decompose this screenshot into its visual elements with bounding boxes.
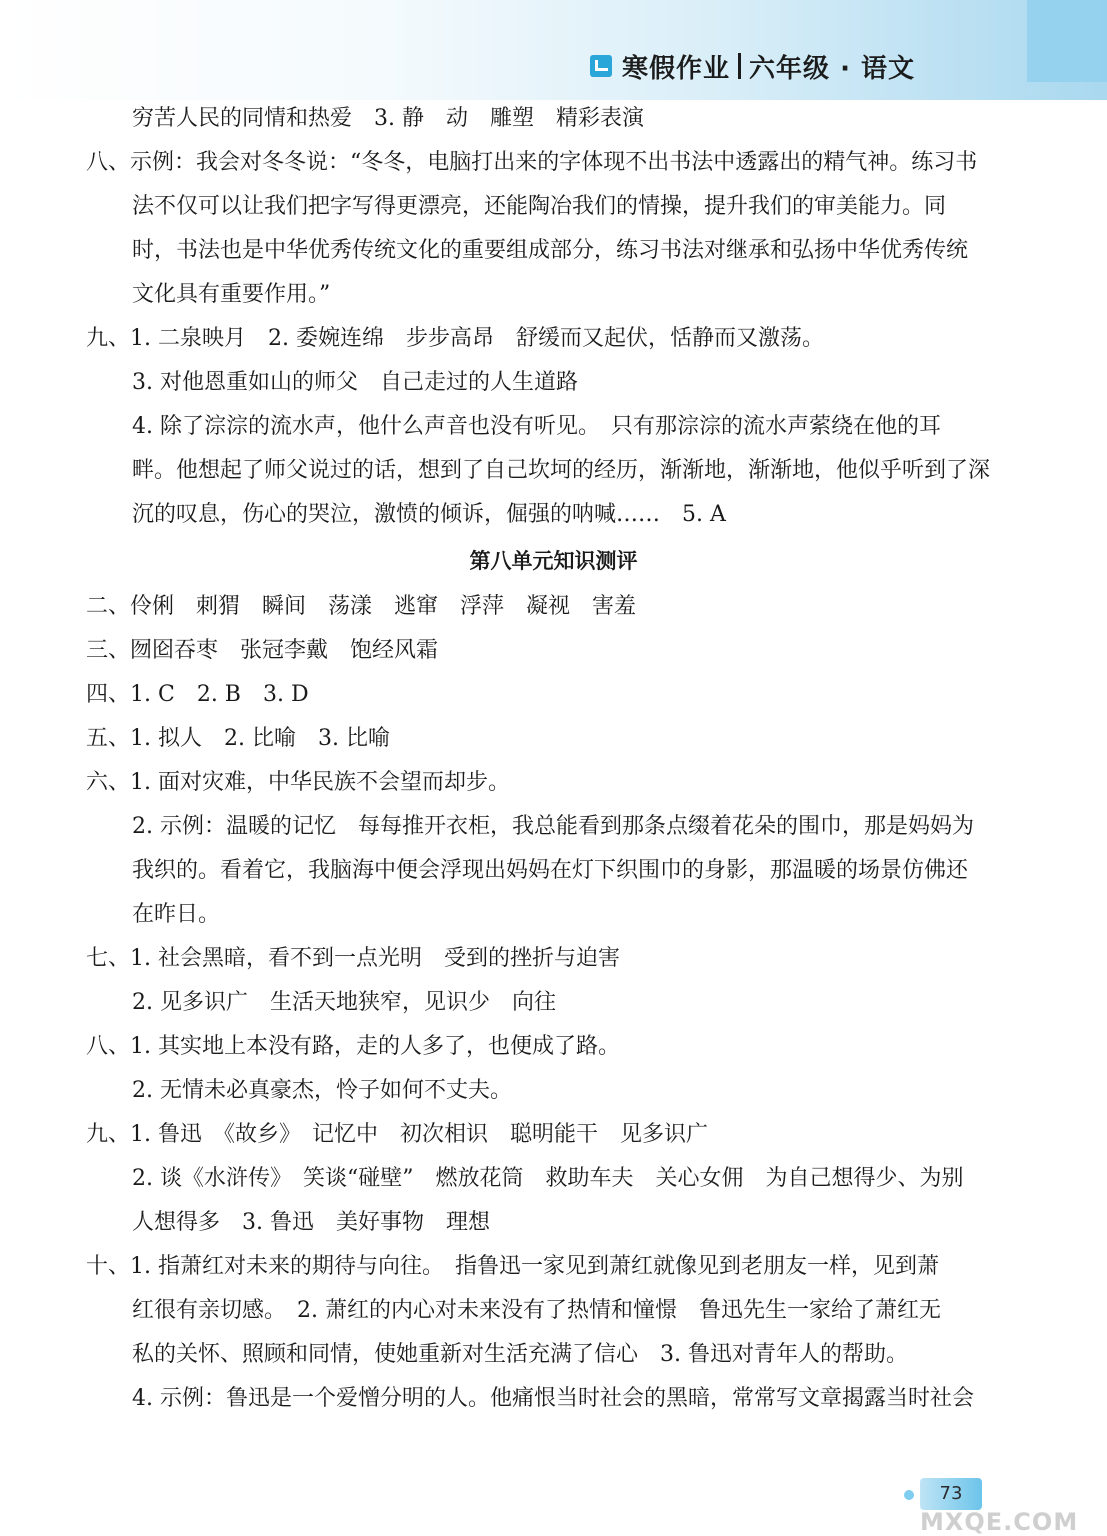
header-book-title: 寒假作业 bbox=[622, 53, 731, 84]
answer-line: 九、1. 鲁迅 《故乡》 记忆中 初次相识 聪明能干 见多识广 bbox=[86, 1122, 708, 1147]
running-header bbox=[590, 46, 915, 86]
banner-accent-block bbox=[1027, 0, 1107, 82]
answer-content bbox=[0, 97, 1107, 1421]
answer-line: 沉的叹息，伤心的哭泣，激愤的倾诉，倔强的呐喊…… 5. A bbox=[132, 502, 726, 527]
header-separator bbox=[738, 53, 741, 79]
answer-line: 法不仅可以让我们把字写得更漂亮，还能陶冶我们的情操，提升我们的审美能力。同 bbox=[132, 194, 947, 219]
page-dot-icon bbox=[904, 1490, 914, 1500]
header-banner bbox=[0, 0, 1107, 100]
answer-line: 文化具有重要作用。” bbox=[132, 282, 331, 307]
answer-line: 我织的。看着它，我脑海中便会浮现出妈妈在灯下织围巾的身影，那温暖的场景仿佛还 bbox=[132, 858, 969, 883]
answer-line: 4. 除了淙淙的流水声，他什么声音也没有听见。 只有那淙淙的流水声萦绕在他的耳 bbox=[132, 414, 941, 439]
answer-line: 人想得多 3. 鲁迅 美好事物 理想 bbox=[132, 1210, 490, 1235]
answer-line: 在昨日。 bbox=[132, 902, 221, 927]
answer-line: 红很有亲切感。 2. 萧红的内心对未来没有了热情和憧憬 鲁迅先生一家给了萧红无 bbox=[132, 1298, 941, 1323]
answer-line: 九、1. 二泉映月 2. 委婉连绵 步步高昂 舒缓而又起伏，恬静而又激荡。 bbox=[86, 326, 824, 351]
answer-line: 畔。他想起了师父说过的话，想到了自己坎坷的经历，渐渐地，渐渐地，他似乎听到了深 bbox=[132, 458, 991, 483]
answer-line: 四、1. C 2. B 3. D bbox=[86, 682, 309, 707]
answer-line: 七、1. 社会黑暗，看不到一点光明 受到的挫折与迫害 bbox=[86, 946, 620, 971]
answer-line: 时，书法也是中华优秀传统文化的重要组成部分，练习书法对继承和弘扬中华优秀传统 bbox=[132, 238, 969, 263]
answer-line: 三、囫囵吞枣 张冠李戴 饱经风霜 bbox=[86, 638, 439, 663]
answer-line: 2. 谈《水浒传》 笑谈“碰壁” 燃放花筒 救助车夫 关心女佣 为自己想得少、为别 bbox=[132, 1166, 964, 1191]
answer-line: 十、1. 指萧红对未来的期待与向往。 指鲁迅一家见到萧红就像见到老朋友一样，见到萧 bbox=[86, 1254, 939, 1279]
section-title: 第八单元知识测评 bbox=[469, 549, 638, 573]
answer-line: 六、1. 面对灾难，中华民族不会望而却步。 bbox=[86, 770, 510, 795]
answer-line: 私的关怀、照顾和同情，使她重新对生活充满了信心 3. 鲁迅对青年人的帮助。 bbox=[132, 1342, 908, 1367]
answer-line: 五、1. 拟人 2. 比喻 3. 比喻 bbox=[86, 726, 390, 751]
answer-line: 穷苦人民的同情和热爱 3. 静 动 雕塑 精彩表演 bbox=[132, 106, 644, 131]
answer-line: 八、1. 其实地上本没有路，走的人多了，也便成了路。 bbox=[86, 1034, 620, 1059]
book-logo-icon bbox=[590, 55, 612, 77]
answer-line: 3. 对他恩重如山的师父 自己走过的人生道路 bbox=[132, 370, 578, 395]
page-number: 73 bbox=[920, 1478, 982, 1510]
answer-line: 2. 示例：温暖的记忆 每每推开衣柜，我总能看到那条点缀着花朵的围巾，那是妈妈为 bbox=[132, 814, 974, 839]
answer-line: 八、示例：我会对冬冬说：“冬冬，电脑打出来的字体现不出书法中透露出的精气神。练习书 bbox=[86, 150, 978, 175]
answer-line: 二、伶俐 刺猬 瞬间 荡漾 逃窜 浮萍 凝视 害羞 bbox=[86, 594, 637, 619]
header-subject: 六年级 · 语文 bbox=[749, 53, 915, 84]
watermark: MXQE.COM bbox=[920, 1508, 1079, 1536]
answer-line: 2. 见多识广 生活天地狭窄，见识少 向往 bbox=[132, 990, 556, 1015]
answer-line: 2. 无情未必真豪杰，怜子如何不丈夫。 bbox=[132, 1078, 512, 1103]
answer-line: 4. 示例：鲁迅是一个爱憎分明的人。他痛恨当时社会的黑暗，常常写文章揭露当时社会 bbox=[132, 1386, 974, 1411]
